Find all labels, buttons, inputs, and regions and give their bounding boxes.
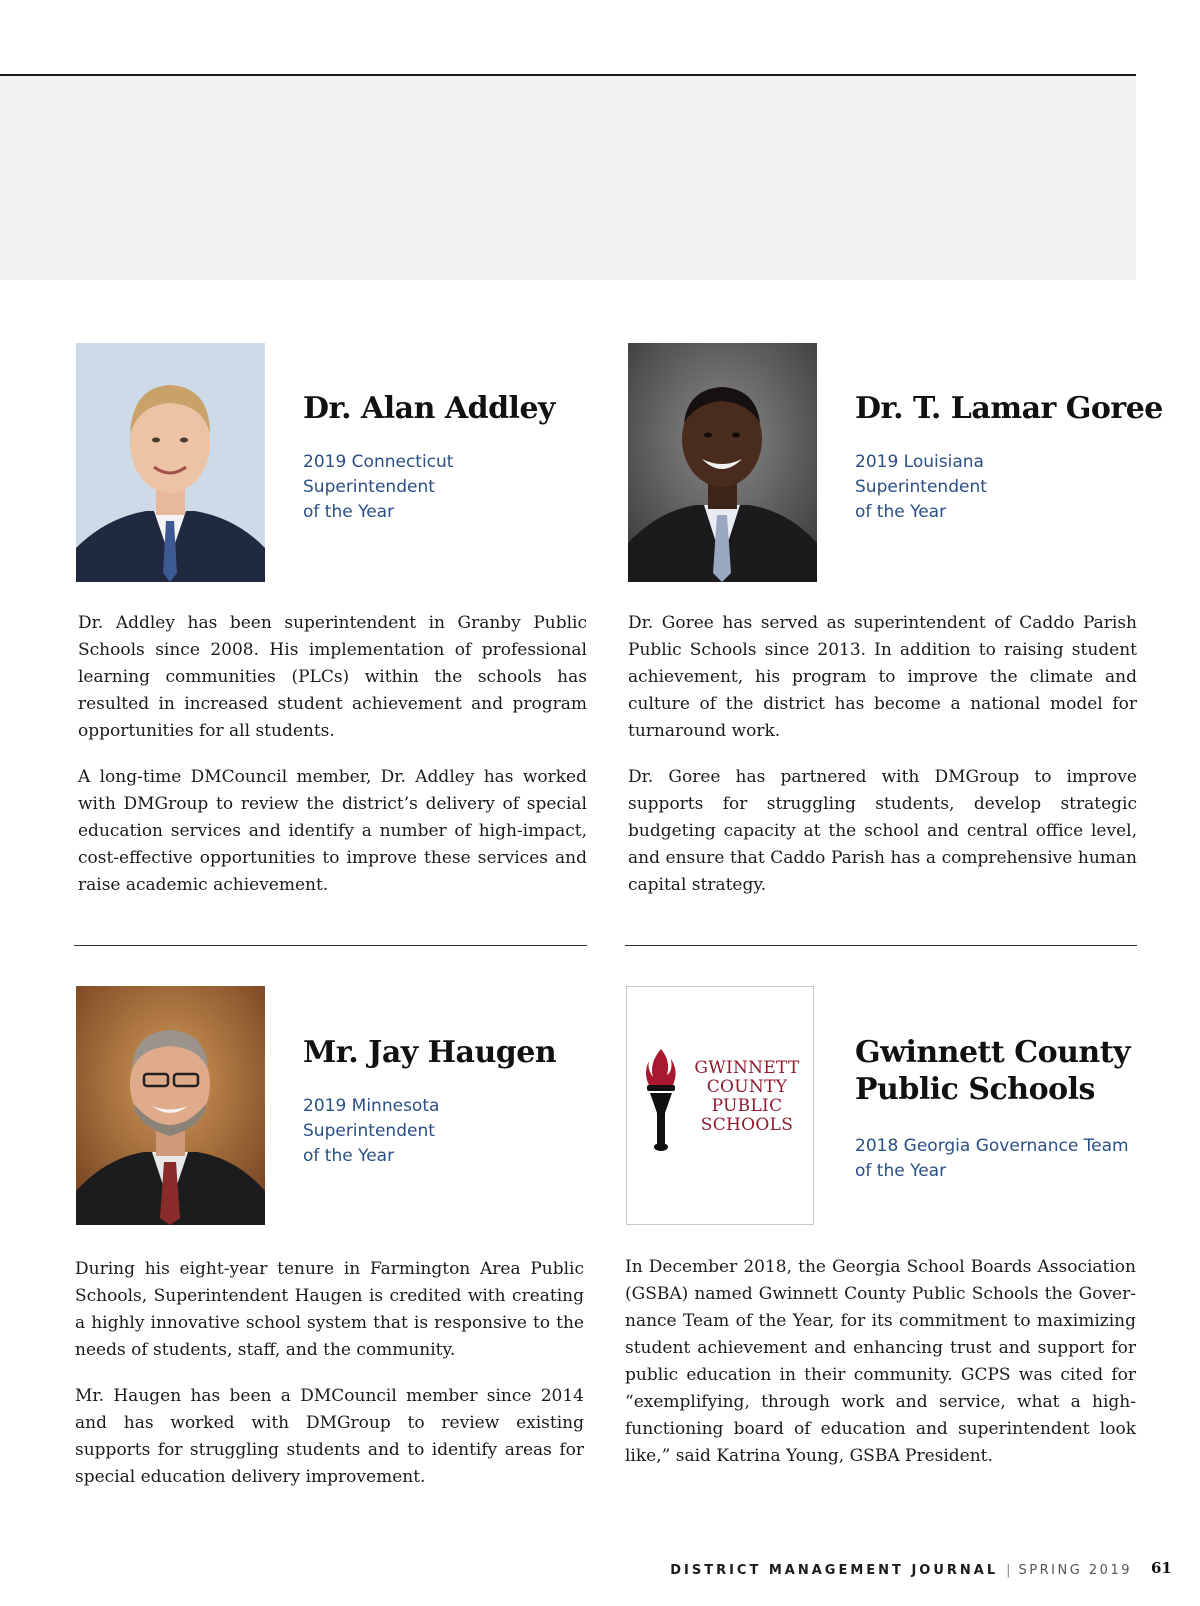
profile-name-goree: Dr. T. Lamar Goree [855, 391, 1163, 426]
gwinnett-logo [626, 986, 814, 1225]
award-addley: 2019 Connecticut Superintendent of the Year [303, 452, 454, 522]
logo-wordmark: GWINNETT COUNTY PUBLIC SCHOOLS [694, 1058, 800, 1135]
issue-label: SPRING 2019 [1018, 1563, 1132, 1578]
award-goree: 2019 Louisiana Superintendent of the Year [855, 452, 987, 522]
bio-haugen-2: Mr. Haugen has been a DMCouncil member since 2014 and has worked with DMGroup to review existing supports for struggling students and to identify areas for special education delivery improvement. [75, 1386, 584, 1487]
portrait-alan-addley [76, 343, 265, 582]
section-divider-left [74, 945, 587, 946]
section-divider-right [625, 945, 1137, 946]
portrait-jay-haugen [76, 986, 265, 1225]
journal-title: DISTRICT MANAGEMENT JOURNAL [670, 1563, 999, 1578]
bio-goree-2: Dr. Goree has partnered with DMGroup to improve supports for struggling students, develop strategic budgeting capacity at the school and central office level, and ensure that Caddo Parish has a comprehensive human capital strategy. [628, 767, 1137, 895]
page-footer [670, 1563, 1132, 1578]
profile-name-addley: Dr. Alan Addley [303, 391, 555, 426]
bio-gwinnett-1: In December 2018, the Georgia School Boards Association (GSBA) named Gwinnett County Public Schools the Governance Team of the Year, for its commitment to maximizing student achievement and enhancing trust and support for public education in their community. GCPS was cited for “exemplifying, through work and service, what a high-functioning board of education and superintendent look like,” said Katrina Young, GSBA President. [625, 1257, 1136, 1466]
footer-separator: | [1006, 1563, 1011, 1578]
bio-addley-1: Dr. Addley has been superintendent in Granby Public Schools since 2008. His implementation of professional learning communities (PLCs) within the schools has resulted in increased student achievement and program opportunities for all students. [78, 613, 587, 741]
bio-addley-2: A long-time DMCouncil member, Dr. Addley has worked with DMGroup to review the district’s delivery of special education services and identify a number of high-impact, cost-effective opportunities to improve these services and raise academic achievement. [78, 767, 587, 895]
award-gwinnett: 2018 Georgia Governance Team of the Year [855, 1136, 1129, 1181]
torch-icon [641, 1047, 681, 1155]
header-band [0, 76, 1136, 280]
page-number: 61 [1151, 1559, 1172, 1577]
award-haugen: 2019 Minnesota Superintendent of the Year [303, 1096, 440, 1166]
bio-haugen-1: During his eight-year tenure in Farmington Area Public Schools, Superintendent Haugen is credited with creating a highly innovative school system that is responsive to the needs of students, staff, and the community. [75, 1259, 584, 1360]
profile-name-gwinnett: Gwinnett County Public Schools [855, 1035, 1131, 1107]
bio-goree-1: Dr. Goree has served as superintendent of Caddo Parish Public Schools since 2013. In addition to raising student achievement, his program to improve the climate and culture of the district has become a national model for turnaround work. [628, 613, 1137, 741]
portrait-lamar-goree [628, 343, 817, 582]
profile-name-haugen: Mr. Jay Haugen [303, 1035, 557, 1070]
